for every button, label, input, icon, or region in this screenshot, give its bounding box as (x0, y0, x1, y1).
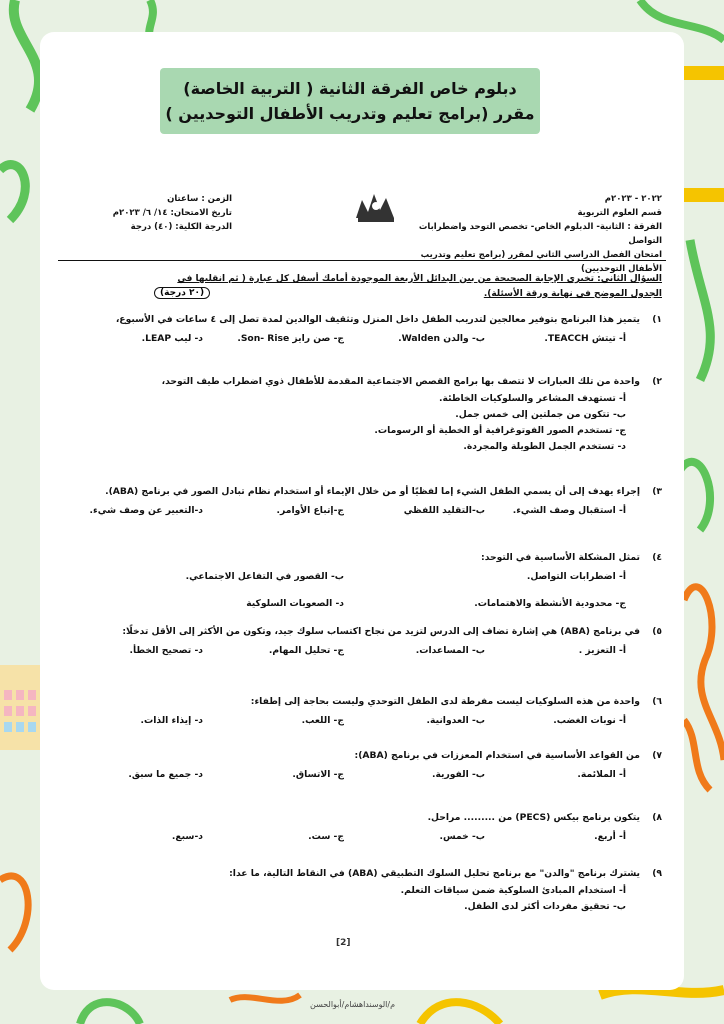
option-a[interactable]: أ- الملائمة. (577, 769, 626, 780)
year-specialization: الفرقة : الثانية- الدبلوم الخاص- تخصص التوحد واضطرابات التواصل (418, 222, 662, 246)
option-a[interactable]: أ- تستهدف المشاعر والسلوكيات الخاطئة. (439, 393, 626, 404)
footer-credit: م/الوسنداهشام/أبوالحسن (310, 1000, 396, 1009)
option-d[interactable]: د- الصعوبات السلوكية (246, 598, 344, 609)
question-7 (62, 748, 662, 782)
exam-title: امتحان الفصل الدراسي الثاني لمقرر (برامج تعليم وتدريب الأطفال التوحديين) (420, 250, 662, 274)
section-instructions (62, 272, 662, 302)
question-stem: يتميز هذا البرنامج بتوفير معالجين لتدريب الطفل داخل المنزل وتثقيف الوالدين لمدة تصل إلى ٤ ساعات في الأسبوع، (115, 314, 640, 325)
option-a[interactable]: أ- استخدام المبادئ السلوكية ضمن سياقات التعلم. (400, 885, 626, 896)
instructions-line-2: الجدول الموضح في نهاية ورقة الأسئلة). (483, 289, 662, 299)
option-b[interactable]: ب- القصور في التفاعل الاجتماعي. (185, 571, 344, 582)
option-a[interactable]: أ- أربع. (594, 831, 626, 842)
total-score: الدرجة الكلية: (٤٠) درجة (130, 222, 232, 232)
exam-header-left (62, 192, 232, 234)
option-d[interactable]: د- تستخدم الجمل الطويلة والمجردة. (463, 441, 626, 452)
option-b[interactable]: ب- خمس. (439, 831, 485, 842)
option-b[interactable]: ب- تحقيق مفردات أكثر لدى الطفل. (464, 901, 626, 912)
course-title-banner (160, 68, 540, 134)
option-d[interactable]: د- تصحيح الخطأ. (129, 645, 203, 656)
question-stem: في برنامج (ABA) هي إشارة تضاف إلى الدرس لتزيد من نجاح اكتساب سلوك جيد، وتكون من الأكثر إلى الأقل تدخلًا: (122, 626, 640, 637)
question-number: ٨) (652, 812, 662, 823)
option-a[interactable]: أ- التعزيز . (578, 645, 626, 656)
option-b[interactable]: ب- العدوانية. (426, 715, 485, 726)
question-2 (62, 374, 662, 455)
question-number: ١) (652, 314, 662, 325)
option-c[interactable]: ج- اللعب. (301, 715, 344, 726)
question-4 (62, 550, 662, 611)
option-c[interactable]: ج- الاتساق. (292, 769, 344, 780)
question-number: ٣) (652, 486, 662, 497)
question-8 (62, 810, 662, 844)
exam-header-right (392, 192, 662, 276)
option-a[interactable]: أ- نوبات الغضب. (553, 715, 626, 726)
header-divider (58, 260, 666, 261)
option-d[interactable]: د-التعبير عن وصف شيء. (89, 505, 203, 516)
option-c[interactable]: ج- ست. (308, 831, 344, 842)
question-number: ٦) (652, 696, 662, 707)
question-number: ٢) (652, 376, 662, 387)
question-9 (62, 866, 662, 915)
question-3 (62, 484, 662, 518)
option-c[interactable]: ج-إتباع الأوامر. (276, 505, 344, 516)
exam-page (40, 32, 684, 990)
question-stem: يشترك برنامج "والدن" مع برنامج تحليل السلوك التطبيقي (ABA) في النقاط التالية، ما عدا: (229, 868, 640, 879)
question-6 (62, 694, 662, 728)
option-a[interactable]: أ- اضطرابات التواصل. (526, 571, 626, 582)
question-stem: واحدة من تلك العبارات لا تتصف بها برامج القصص الاجتماعية المقدمة للأطفال ذوي اضطراب طيف التوحد، (161, 376, 640, 387)
exam-date: تاريخ الامتحان: ١٤/ ٦/ ٢٠٢٣م (112, 208, 232, 218)
option-c[interactable]: ج- صن رايز Son- Rise. (237, 333, 344, 344)
option-c[interactable]: ج- تحليل المهام. (268, 645, 344, 656)
question-number: ٩) (652, 868, 662, 879)
department: قسم العلوم التربوية (577, 208, 662, 218)
option-b[interactable]: ب- تتكون من جملتين إلى خمس جمل. (455, 409, 626, 420)
option-a[interactable]: أ- تيتش TEACCH. (544, 333, 626, 344)
option-b[interactable]: ب- الفورية. (431, 769, 485, 780)
option-d[interactable]: د- ليب LEAP. (141, 333, 203, 344)
section-points: (٢٠ درجة) (154, 287, 210, 299)
question-stem: يتكون برنامج بيكس (PECS) من ......... مراحل. (427, 812, 640, 823)
page-number: [2] (336, 938, 351, 948)
question-1 (62, 312, 662, 346)
question-5 (62, 624, 662, 658)
option-d[interactable]: د-سبع. (171, 831, 203, 842)
option-d[interactable]: د- إيذاء الذات. (140, 715, 203, 726)
instructions-line-1: السؤال الثاني: تخيري الإجابة الصحيحة من بين البدائل الأربعة الموجودة أمامك أسفل كل عبارة ( ثم انقليها في (177, 274, 662, 284)
option-c[interactable]: ج- محدودية الأنشطة والاهتمامات. (474, 598, 626, 609)
question-stem: إجراء يهدف إلى أن يسمي الطفل الشيء إما لفظيًا أو من خلال الإيماء أو استخدام نظام تبادل الصور في برنامج (ABA). (105, 486, 640, 497)
option-a[interactable]: أ- استقبال وصف الشيء. (512, 505, 626, 516)
option-b[interactable]: ب- المساعدات. (415, 645, 485, 656)
academic-year: ٢٠٢٢ - ٢٠٢٣م (604, 194, 662, 204)
question-number: ٧) (652, 750, 662, 761)
banner-line-2: مقرر (برامج تعليم وتدريب الأطفال التوحديين ) (165, 104, 535, 123)
option-c[interactable]: ج- تستخدم الصور الفوتوغرافية أو الخطية أو الرسومات. (374, 425, 626, 436)
option-b[interactable]: ب-التقليد اللفظي (403, 505, 485, 516)
option-d[interactable]: د- جميع ما سبق. (128, 769, 203, 780)
banner-line-1: دبلوم خاص الفرقة الثانية ( التربية الخاصة) (183, 79, 517, 98)
question-number: ٥) (652, 626, 662, 637)
exam-duration: الزمن : ساعتان (167, 194, 232, 204)
university-logo-icon (352, 188, 400, 228)
option-b[interactable]: ب- والدن Walden. (398, 333, 485, 344)
question-stem: واحدة من هذه السلوكيات ليست مفرطة لدى الطفل التوحدي وليست بحاجة إلى إطفاء: (250, 696, 640, 707)
question-stem: تمثل المشكلة الأساسية في التوحد: (481, 552, 640, 563)
question-number: ٤) (652, 552, 662, 563)
question-stem: من القواعد الأساسية في استخدام المعززات في برنامج (ABA): (354, 750, 640, 761)
